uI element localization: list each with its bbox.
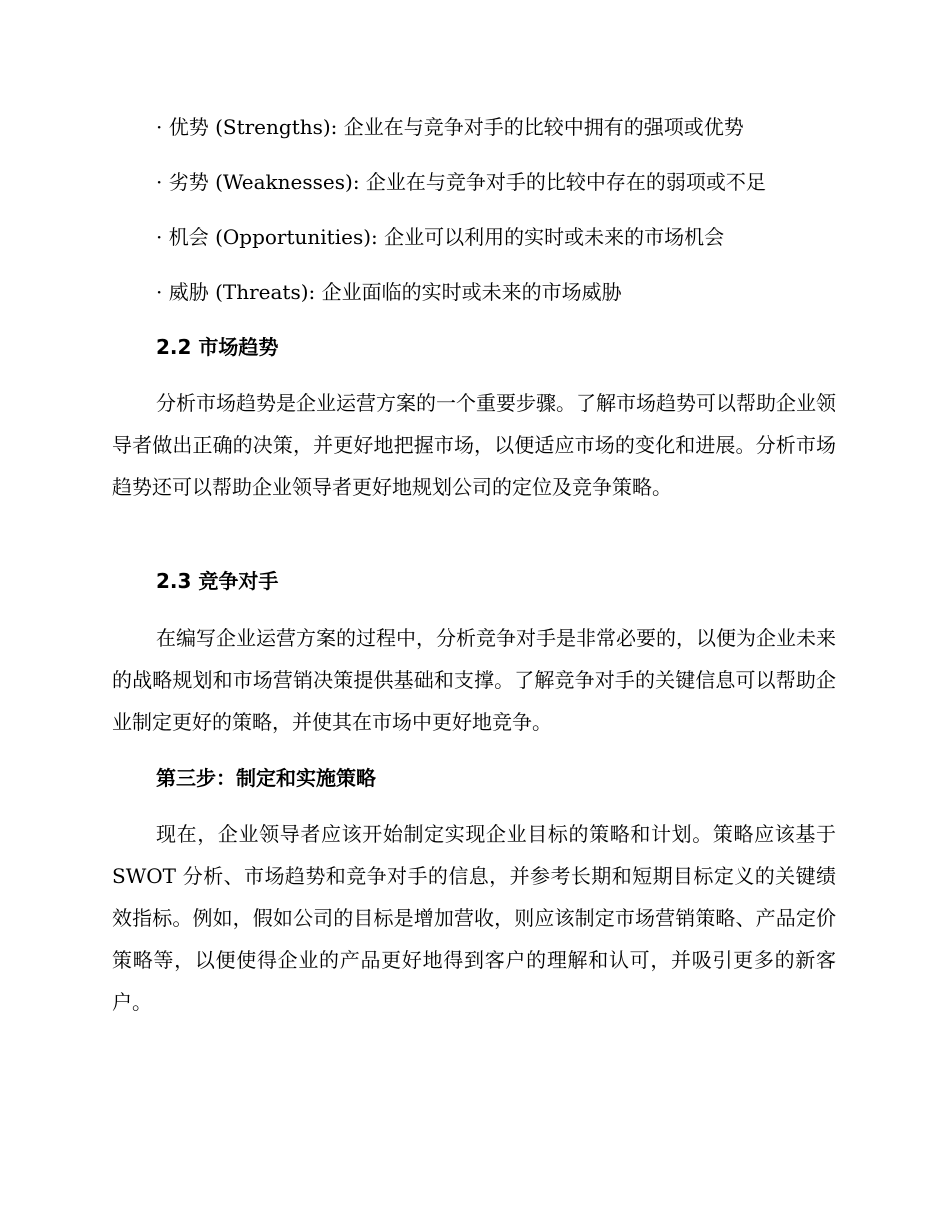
paragraph-competitors: 在编写企业运营方案的过程中，分析竞争对手是非常必要的，以便为企业未来的战略规划和市场营销决策提供基础和支撑。了解竞争对手的关键信息可以帮助企业制定更好的策略，并使其在市场中更好地竞争。 [112, 626, 836, 734]
heading-market-trends: 2.2 市场趋势 [156, 335, 279, 359]
heading-competitors: 2.3 竞争对手 [156, 569, 279, 593]
paragraph-step-three: 现在，企业领导者应该开始制定实现企业目标的策略和计划。策略应该基于 SWOT 分析、市场趋势和竞争对手的信息，并参考长期和短期目标定义的关键绩效指标。例如，假如公司的目标是增加营收，则应该制定市场营销策略、产品定价策略等，以便使得企业的产品更好地得到客户的理解和认可，并吸引更多的新客户。 [112, 822, 836, 1014]
bullet-weaknesses: · 劣势 (Weaknesses): 企业在与竞争对手的比较中存在的弱项或不足 [156, 170, 766, 194]
bullet-threats: · 威胁 (Threats): 企业面临的实时或未来的市场威胁 [156, 280, 622, 304]
bullet-strengths: · 优势 (Strengths): 企业在与竞争对手的比较中拥有的强项或优势 [156, 115, 744, 139]
bullet-opportunities: · 机会 (Opportunities): 企业可以利用的实时或未来的市场机会 [156, 225, 725, 249]
paragraph-market-trends: 分析市场趋势是企业运营方案的一个重要步骤。了解市场趋势可以帮助企业领导者做出正确的决策，并更好地把握市场，以便适应市场的变化和进展。分析市场趋势还可以帮助企业领导者更好地规划公司的定位及竞争策略。 [112, 391, 836, 499]
heading-step-three: 第三步：制定和实施策略 [156, 766, 376, 790]
